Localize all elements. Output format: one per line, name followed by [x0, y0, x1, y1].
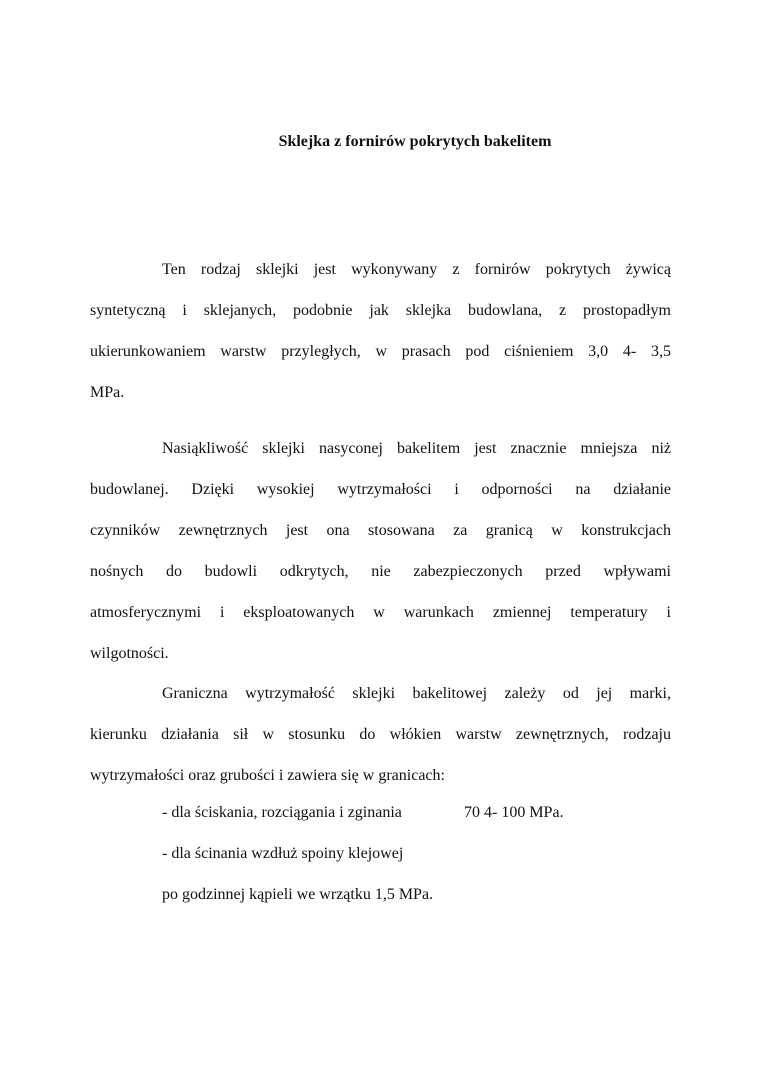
paragraph-line: ukierunkowaniem warstw przyległych, w prasach pod ciśnieniem 3,0 4- 3,5	[90, 343, 671, 360]
paragraph-line: wytrzymałości oraz grubości i zawiera się w granicach:	[90, 767, 445, 784]
paragraph-3	[90, 673, 671, 796]
paragraph-line: Nasiąkliwość sklejki nasyconej bakelitem jest znacznie mniejsza niż	[162, 440, 671, 457]
list-item-compression-value: 70 4- 100 MPa.	[464, 804, 564, 821]
paragraph-1	[90, 249, 671, 413]
list-item-shear-condition: po godzinnej kąpieli we wrzątku 1,5 MPa.	[162, 886, 434, 903]
paragraph-line: Ten rodzaj sklejki jest wykonywany z fornirów pokrytych żywicą	[162, 261, 671, 278]
paragraph-line: budowlanej. Dzięki wysokiej wytrzymałości i odporności na działanie	[90, 481, 671, 498]
paragraph-line: wilgotności.	[90, 645, 169, 662]
paragraph-line: czynników zewnętrznych jest ona stosowana za granicą w konstrukcjach	[90, 522, 671, 539]
paragraph-line: MPa.	[90, 384, 125, 401]
list-item-shear-label: - dla ścinania wzdłuż spoiny klejowej	[162, 845, 404, 862]
paragraph-line: Graniczna wytrzymałość sklejki bakelitowej zależy od jej marki,	[162, 685, 671, 702]
paragraph-line: syntetyczną i sklejanych, podobnie jak sklejka budowlana, z prostopadłym	[90, 302, 671, 319]
document-title: Sklejka z fornirów pokrytych bakelitem	[278, 133, 552, 150]
paragraph-2	[90, 428, 671, 674]
list-item-compression-label: - dla ściskania, rozciągania i zginania	[162, 804, 402, 821]
paragraph-line: kierunku działania sił w stosunku do włókien warstw zewnętrznych, rodzaju	[90, 726, 671, 743]
paragraph-line: atmosferycznymi i eksploatowanych w warunkach zmiennej temperatury i	[90, 604, 671, 621]
paragraph-line: nośnych do budowli odkrytych, nie zabezpieczonych przed wpływami	[90, 563, 671, 580]
